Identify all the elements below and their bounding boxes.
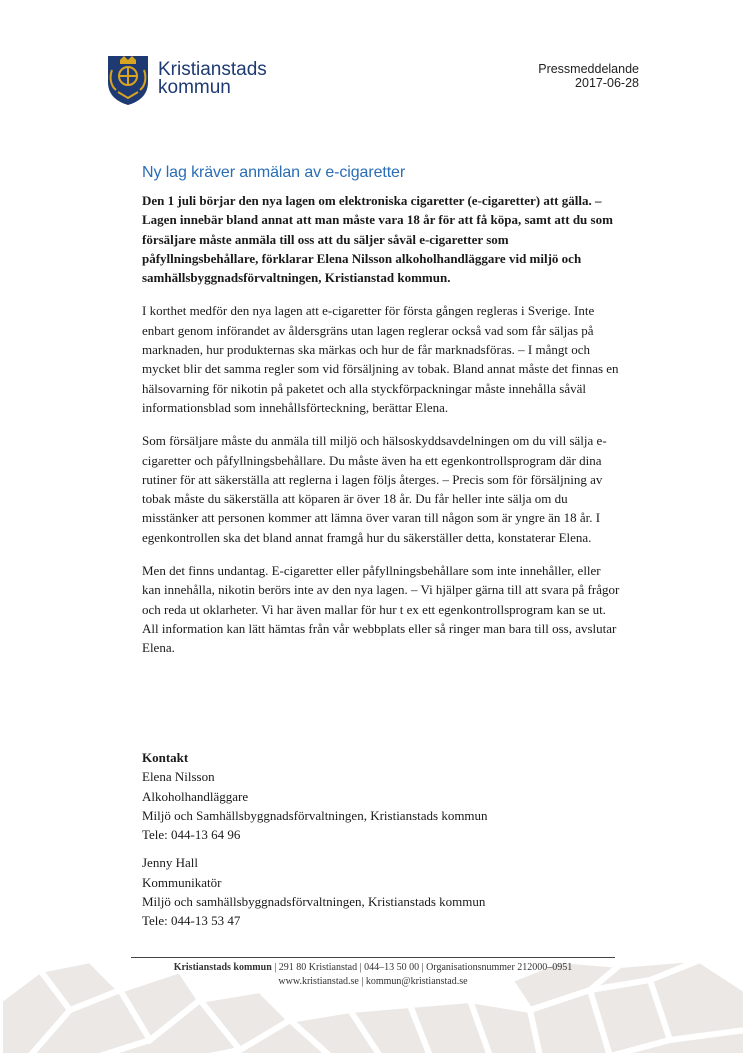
- footer-web-mail: www.kristianstad.se | kommun@kristianstad.se: [278, 976, 468, 987]
- article-paragraph: I korthet medför den nya lagen att e-cigaretter för första gången regleras i Sverige. Inte enbart genom införandet av åldersgräns utan lagen reglerar också vad som får säljas på marknaden, hur produkternas ska märkas och hur de får marknadsföras. – I mångt och mycket blir det samma regler som vid försäljning av tobak. Bland annat måste det finnas en hälsovarning för nikotin på paketet och alla styckförpackningar måste innehålla såväl informationsblad som innehållsförteckning, berättar Elena.: [142, 303, 619, 415]
- contact-org: Miljö och samhällsbyggnadsförvaltningen, Kristianstads kommun: [142, 894, 486, 910]
- contact-title: Kontakt: [142, 750, 189, 765]
- contact-phone: Tele: 044-13 64 96: [142, 827, 241, 843]
- logo-line-1: Kristianstads: [158, 59, 267, 80]
- document-type: Pressmeddelande: [538, 62, 639, 76]
- document-date: 2017-06-28: [575, 76, 639, 90]
- footer-org-name: Kristianstads kommun: [173, 962, 272, 973]
- logo-line-2: kommun: [158, 77, 231, 98]
- footer-details: | 291 80 Kristianstad | 044–13 50 00 | Organisationsnummer 212000–0951: [271, 962, 573, 973]
- coat-of-arms-icon: [104, 52, 152, 106]
- contact-person: [142, 853, 620, 930]
- footer: [100, 961, 646, 989]
- contact-section: [142, 748, 620, 940]
- contact-name: Jenny Hall: [142, 855, 198, 871]
- article-paragraph: Men det finns undantag. E-cigaretter eller påfyllningsbehållare som inte innehåller, eller kan innehålla, nikotin berörs inte av den nya lagen. – Vi hjälper gärna till att svara på frågor och reda ut oklarheter. Vi har även mallar för hur t ex ett egenkontrollsprogram kan se ut. All information kan lätt hämtas från vår webbplats eller så ringer man bara till oss, avslutar Elena.: [142, 563, 620, 656]
- kommun-logo: [104, 52, 267, 106]
- article: [142, 164, 620, 672]
- contact-name: Elena Nilsson: [142, 769, 215, 785]
- contact-phone: Tele: 044-13 53 47: [142, 913, 241, 929]
- contact-role: Kommunikatör: [142, 874, 222, 890]
- contact-role: Alkoholhandläggare: [142, 788, 249, 804]
- footer-address: [100, 961, 646, 975]
- article-paragraph: Som försäljare måste du anmäla till miljö och hälsoskyddsavdelningen om du vill sälja e-cigaretter och påfyllningsbehållare. Du måste även ha ett egenkontrollsprogram där dina rutiner för att säkerställa att reglerna i lagen följs återges. – Precis som för försäljning av tobak måste du säkerställa att köparen är över 18 år. Du får heller inte sälja om du misstänker att personen kommer att lämna över varan till någon som är yngre än 18 år. I egenkontrollen ska det bland annat framgå hur du säkerställer detta, konstaterar Elena.: [142, 433, 607, 545]
- footer-divider: [131, 957, 615, 958]
- article-lead: Den 1 juli börjar den nya lagen om elektroniska cigaretter (e-cigaretter) att gälla. – Lagen innebär bland annat att man måste vara 18 år för att få köpa, samt att du som försäljare måste anmäla till oss att du säljer såväl e-cigaretter som påfyllningsbehållare, förklarar Elena Nilsson alkoholhandläggare vid miljö och samhällsbyggnadsförvaltningen, Kristianstad kommun.: [142, 193, 613, 286]
- contact-person: [142, 767, 620, 844]
- article-headline: Ny lag kräver anmälan av e-cigaretter: [142, 164, 406, 181]
- contact-org: Miljö och Samhällsbyggnadsförvaltningen, Kristianstads kommun: [142, 807, 488, 823]
- document-meta: [538, 62, 639, 90]
